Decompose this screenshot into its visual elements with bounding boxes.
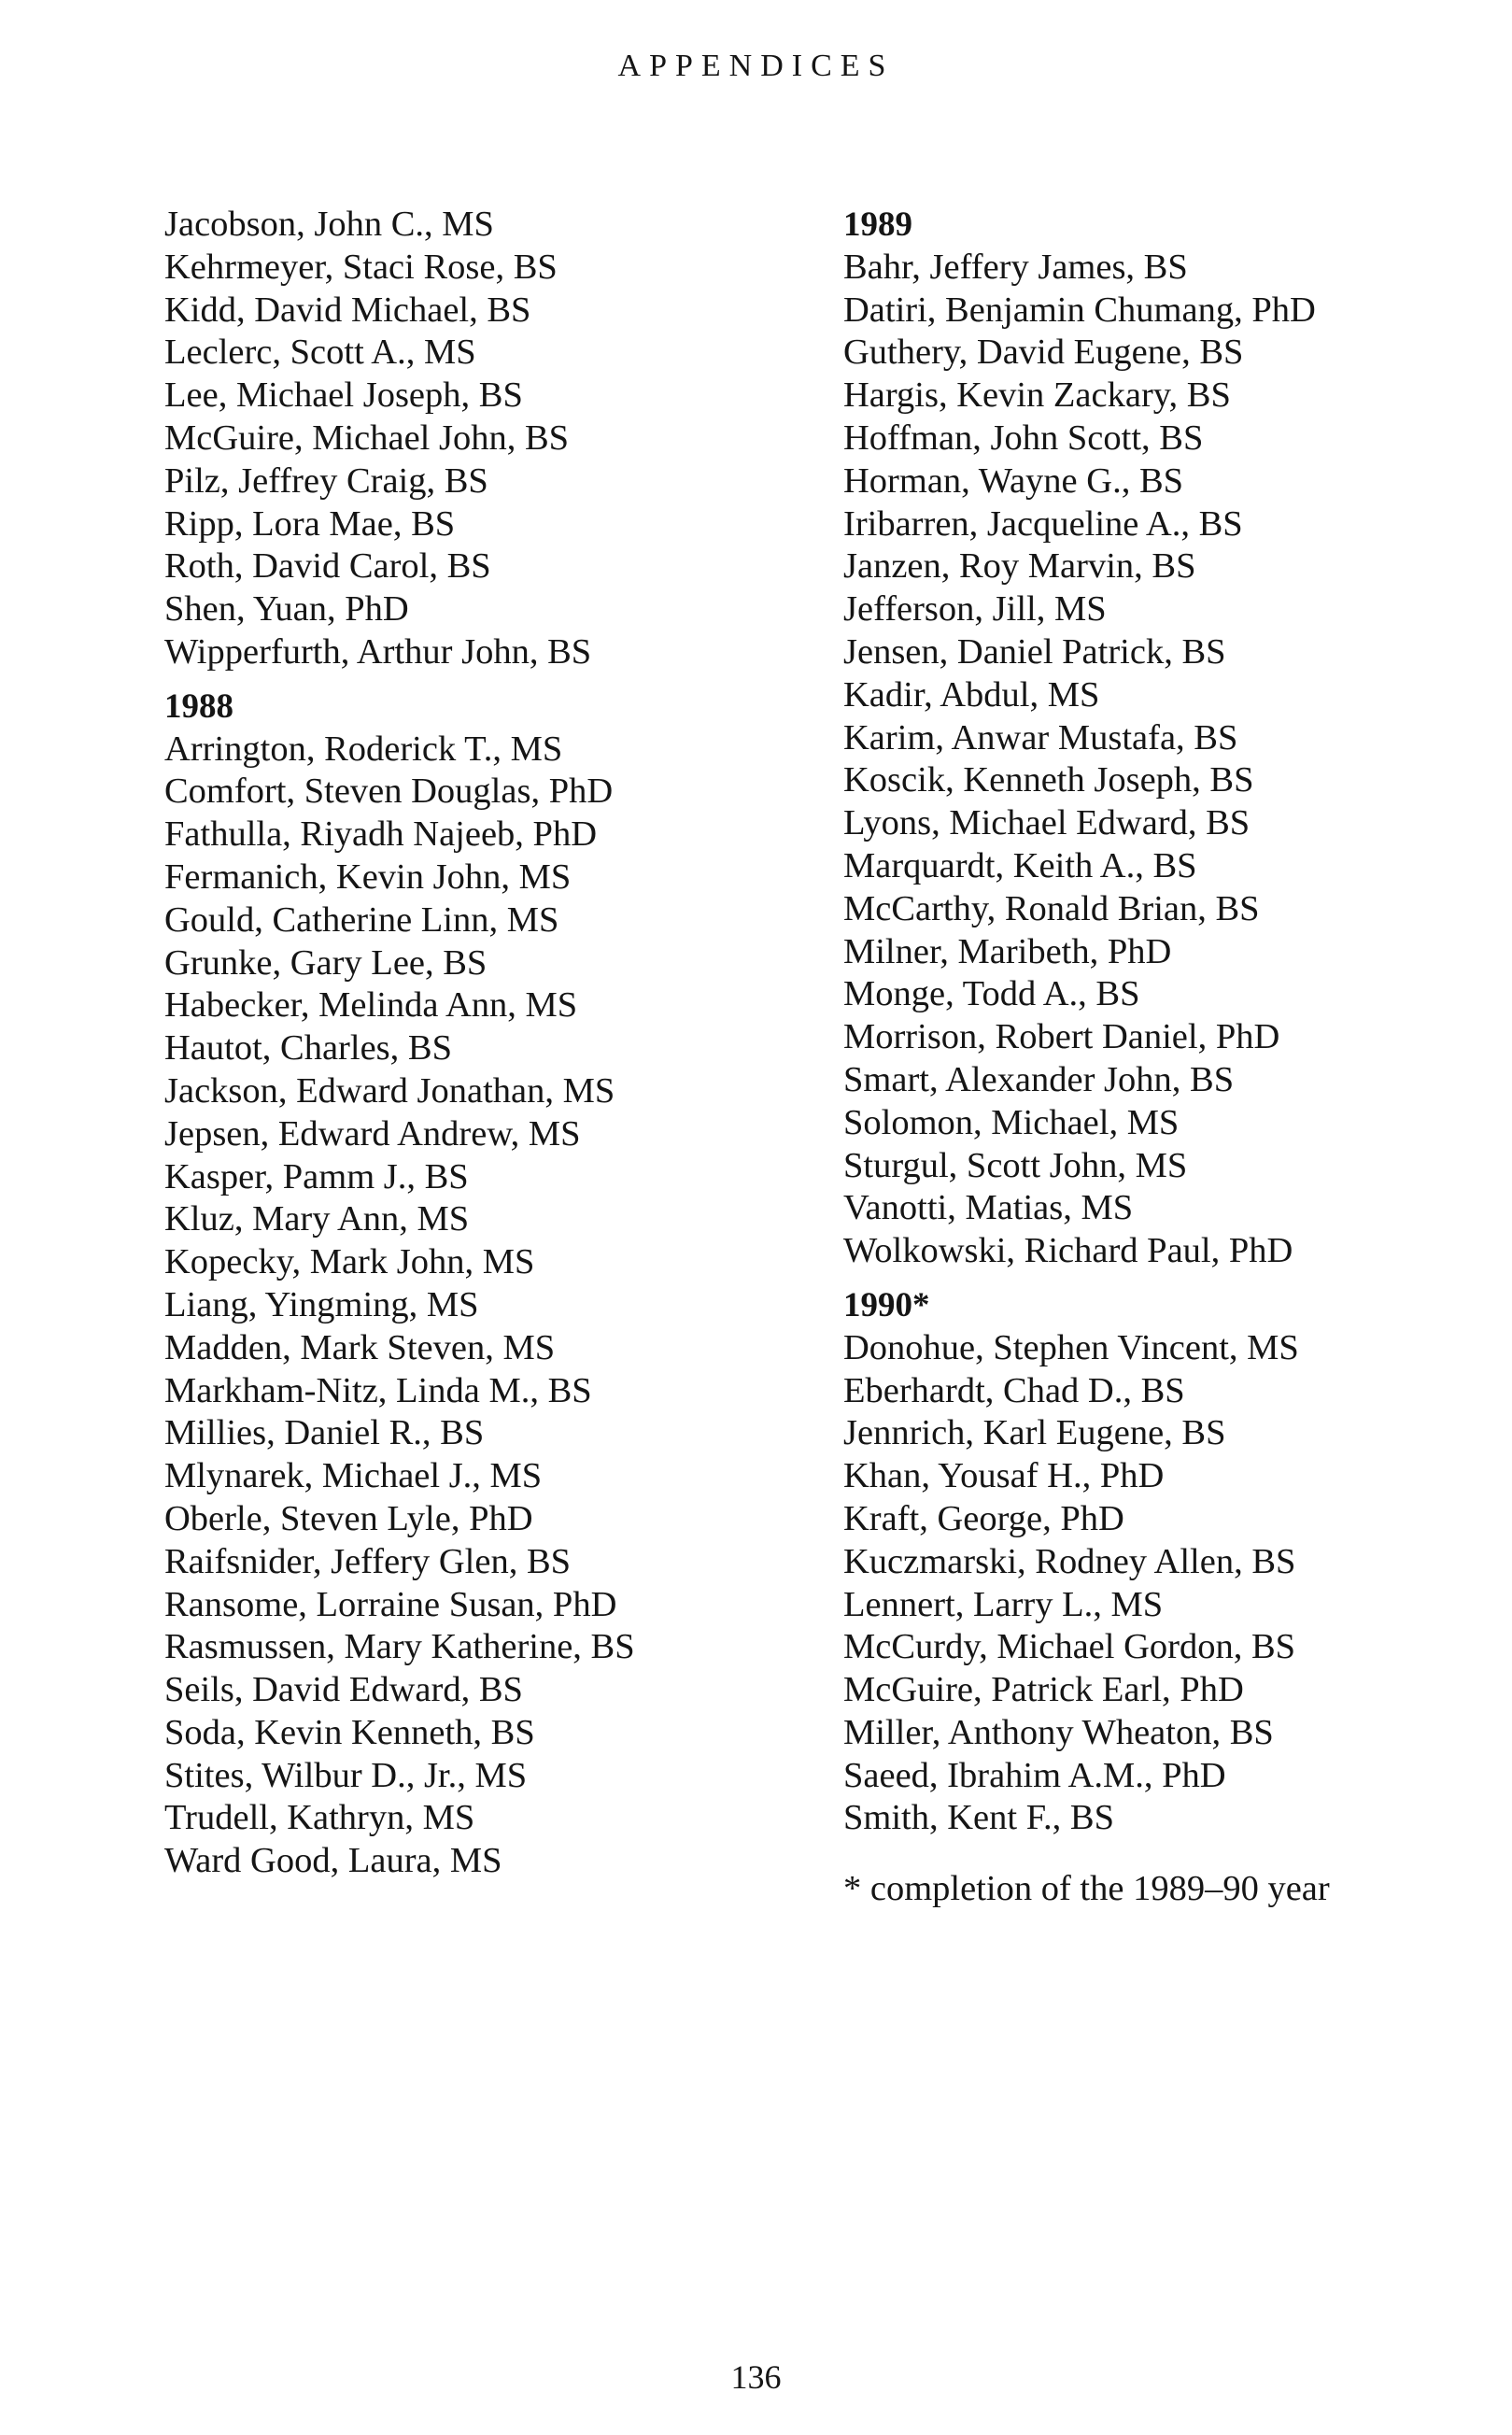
- graduate-entry: Stites, Wilbur D., Jr., MS: [164, 1755, 528, 1795]
- graduate-entry: Vanotti, Matias, MS: [843, 1188, 1134, 1228]
- graduate-entry: Sturgul, Scott John, MS: [843, 1145, 1188, 1185]
- graduate-entry: Koscik, Kenneth Joseph, BS: [843, 760, 1254, 800]
- graduate-entry: Datiri, Benjamin Chumang, PhD: [843, 290, 1316, 330]
- graduate-entry: Morrison, Robert Daniel, PhD: [843, 1017, 1280, 1057]
- graduate-entry: Ransome, Lorraine Susan, PhD: [164, 1584, 617, 1624]
- graduate-entry: Milner, Maribeth, PhD: [843, 931, 1172, 971]
- graduate-entry: Horman, Wayne G., BS: [843, 460, 1184, 501]
- graduate-entry: McCurdy, Michael Gordon, BS: [843, 1627, 1296, 1667]
- graduate-entry: Jacobson, John C., MS: [164, 205, 494, 244]
- graduate-entry: Donohue, Stephen Vincent, MS: [843, 1327, 1299, 1367]
- graduate-entry: Mlynarek, Michael J., MS: [164, 1456, 543, 1496]
- graduate-entry: Karim, Anwar Mustafa, BS: [843, 717, 1238, 757]
- graduate-entry: Khan, Yousaf H., PhD: [843, 1456, 1165, 1496]
- graduate-entry: Solomon, Michael, MS: [843, 1102, 1180, 1142]
- graduate-entry: Monge, Todd A., BS: [843, 974, 1140, 1014]
- graduate-entry: Miller, Anthony Wheaton, BS: [843, 1712, 1274, 1752]
- graduate-entry: Comfort, Steven Douglas, PhD: [164, 772, 614, 812]
- graduate-entry: Kluz, Mary Ann, MS: [164, 1199, 470, 1239]
- graduate-entry: Ripp, Lora Mae, BS: [164, 503, 456, 544]
- graduate-entry: Jepsen, Edward Andrew, MS: [164, 1113, 581, 1154]
- graduate-entry: Bahr, Jeffery James, BS: [843, 247, 1188, 287]
- graduate-entry: Lennert, Larry L., MS: [843, 1584, 1164, 1624]
- left-column: [164, 204, 818, 1883]
- graduate-entry: Oberle, Steven Lyle, PhD: [164, 1498, 533, 1538]
- year-heading: 1989: [843, 205, 912, 244]
- graduate-entry: Lyons, Michael Edward, BS: [843, 803, 1251, 843]
- graduate-entry: Jensen, Daniel Patrick, BS: [843, 631, 1226, 672]
- graduate-entry: Rasmussen, Mary Katherine, BS: [164, 1627, 635, 1667]
- graduate-entry: Kidd, David Michael, BS: [164, 290, 531, 330]
- graduate-entry: Grunke, Gary Lee, BS: [164, 942, 488, 983]
- graduate-entry: Kehrmeyer, Staci Rose, BS: [164, 247, 558, 287]
- graduate-entry: McGuire, Michael John, BS: [164, 418, 570, 458]
- graduate-entry: Gould, Catherine Linn, MS: [164, 899, 559, 940]
- year-heading: 1990*: [843, 1285, 930, 1324]
- graduate-entry: Raifsnider, Jeffery Glen, BS: [164, 1541, 572, 1581]
- graduate-entry: Leclerc, Scott A., MS: [164, 333, 476, 373]
- graduate-entry: Iribarren, Jacqueline A., BS: [843, 503, 1243, 544]
- graduate-entry: Arrington, Roderick T., MS: [164, 729, 563, 769]
- graduate-entry: Madden, Mark Steven, MS: [164, 1327, 556, 1367]
- graduate-entry: Hoffman, John Scott, BS: [843, 418, 1204, 458]
- graduate-entry: Eberhardt, Chad D., BS: [843, 1370, 1185, 1410]
- graduate-entry: Janzen, Roy Marvin, BS: [843, 546, 1196, 587]
- graduate-entry: Seils, David Edward, BS: [164, 1670, 523, 1710]
- graduate-entry: Wolkowski, Richard Paul, PhD: [843, 1231, 1293, 1271]
- graduate-entry: Trudell, Kathryn, MS: [164, 1798, 475, 1838]
- graduate-entry: Kasper, Pamm J., BS: [164, 1156, 469, 1196]
- graduate-entry: McCarthy, Ronald Brian, BS: [843, 888, 1260, 928]
- graduate-entry: Smith, Kent F., BS: [843, 1798, 1115, 1838]
- graduate-entry: Pilz, Jeffrey Craig, BS: [164, 460, 488, 501]
- graduate-entry: Markham-Nitz, Linda M., BS: [164, 1370, 592, 1410]
- graduate-entry: Millies, Daniel R., BS: [164, 1413, 485, 1453]
- graduate-entry: Fathulla, Riyadh Najeeb, PhD: [164, 814, 597, 855]
- right-column-list: [843, 204, 1497, 1840]
- graduate-entry: Lee, Michael Joseph, BS: [164, 375, 523, 416]
- graduate-entry: Habecker, Melinda Ann, MS: [164, 985, 578, 1026]
- graduate-entry: Jefferson, Jill, MS: [843, 589, 1107, 630]
- graduate-entry: McGuire, Patrick Earl, PhD: [843, 1670, 1244, 1710]
- graduate-entry: Kadir, Abdul, MS: [843, 674, 1100, 715]
- graduate-entry: Liang, Yingming, MS: [164, 1284, 479, 1324]
- graduate-entry: Shen, Yuan, PhD: [164, 589, 409, 630]
- year-heading: 1988: [164, 687, 233, 726]
- graduate-entry: Roth, David Carol, BS: [164, 546, 491, 587]
- graduate-entry: Kuczmarski, Rodney Allen, BS: [843, 1541, 1296, 1581]
- graduate-entry: Hautot, Charles, BS: [164, 1028, 452, 1069]
- graduate-entry: Wipperfurth, Arthur John, BS: [164, 631, 592, 672]
- graduate-entry: Marquardt, Keith A., BS: [843, 845, 1197, 885]
- right-column: [843, 204, 1497, 1911]
- footnote: * completion of the 1989–90 year: [843, 1869, 1330, 1909]
- page-number: 136: [730, 2358, 782, 2396]
- graduate-entry: Smart, Alexander John, BS: [843, 1059, 1235, 1099]
- graduate-entry: Fermanich, Kevin John, MS: [164, 856, 572, 897]
- graduate-entry: Hargis, Kevin Zackary, BS: [843, 375, 1231, 416]
- graduate-entry: Ward Good, Laura, MS: [164, 1841, 502, 1881]
- running-head: APPENDICES: [617, 49, 895, 83]
- graduate-entry: Kopecky, Mark John, MS: [164, 1242, 535, 1282]
- graduate-entry: Guthery, David Eugene, BS: [843, 333, 1244, 373]
- graduate-entry: Jennrich, Karl Eugene, BS: [843, 1413, 1226, 1453]
- graduate-entry: Soda, Kevin Kenneth, BS: [164, 1712, 535, 1752]
- graduate-entry: Jackson, Edward Jonathan, MS: [164, 1070, 615, 1111]
- graduate-entry: Kraft, George, PhD: [843, 1498, 1124, 1538]
- graduate-entry: Saeed, Ibrahim A.M., PhD: [843, 1755, 1226, 1795]
